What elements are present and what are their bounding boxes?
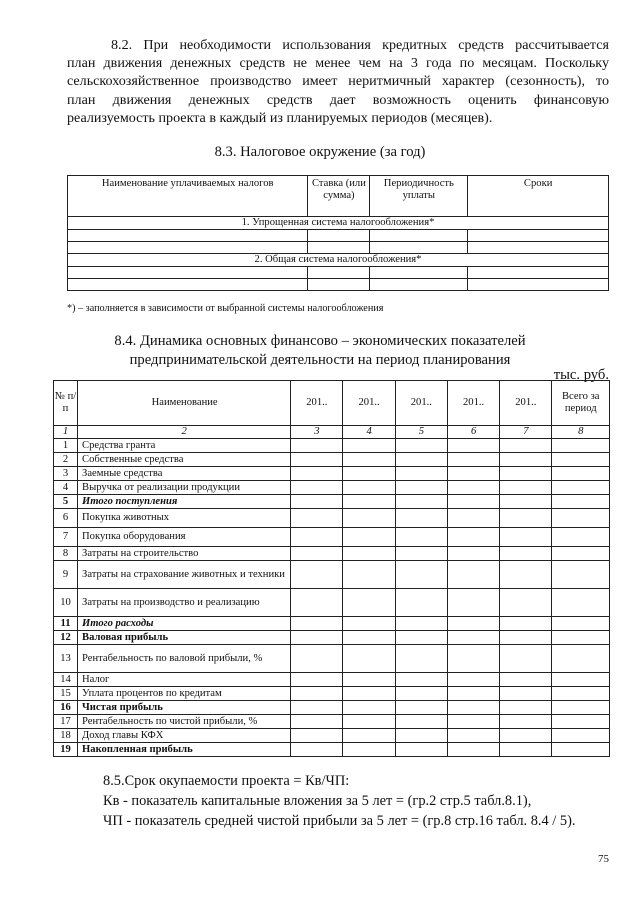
year-value-cell[interactable] [395,687,447,701]
tax-table [67,175,609,291]
tax-cell[interactable] [308,279,370,291]
paragraph-line: 8.2. При необходимости использования кредитных средств рассчитывается [111,37,609,53]
total-value-cell[interactable] [552,743,610,757]
year-value-cell[interactable] [500,701,552,715]
year-value-cell[interactable] [500,589,552,617]
row-name: Затраты на страхование животных и техники [78,561,291,589]
year-value-cell[interactable] [395,673,447,687]
header-total: Всего за период [552,381,610,426]
year-value-cell[interactable] [500,631,552,645]
row-number: 4 [54,481,78,495]
finance-row [54,743,610,757]
year-value-cell[interactable] [343,701,395,715]
row-number: 13 [54,645,78,673]
total-value-cell[interactable] [552,701,610,715]
total-value-cell[interactable] [552,453,610,467]
year-value-cell[interactable] [447,547,499,561]
year-value-cell[interactable] [500,687,552,701]
index-cell: 6 [447,426,499,439]
year-value-cell[interactable] [291,645,343,673]
tax-cell[interactable] [370,242,468,254]
total-value-cell[interactable] [552,528,610,547]
finance-row [54,453,610,467]
header-year: 201.. [500,381,552,426]
tax-cell[interactable] [68,230,308,242]
year-value-cell[interactable] [291,467,343,481]
year-value-cell[interactable] [291,453,343,467]
year-value-cell[interactable] [395,645,447,673]
year-value-cell[interactable] [447,481,499,495]
section-8-5 [103,771,576,831]
finance-row [54,645,610,673]
year-value-cell[interactable] [500,561,552,589]
total-value-cell[interactable] [552,439,610,453]
tax-cell[interactable] [468,242,609,254]
year-value-cell[interactable] [343,729,395,743]
year-value-cell[interactable] [291,729,343,743]
year-value-cell[interactable] [291,561,343,589]
row-number: 16 [54,701,78,715]
year-value-cell[interactable] [500,467,552,481]
year-value-cell[interactable] [500,743,552,757]
index-cell: 2 [78,426,291,439]
section-8-4-title [0,332,640,370]
year-value-cell[interactable] [500,673,552,687]
row-number: 10 [54,589,78,617]
paragraph-8-2 [67,36,609,127]
year-value-cell[interactable] [447,645,499,673]
row-name: Итого поступления [78,495,291,509]
row-number: 6 [54,509,78,528]
year-value-cell[interactable] [343,528,395,547]
year-value-cell[interactable] [343,687,395,701]
tax-cell[interactable] [468,279,609,291]
year-value-cell[interactable] [395,453,447,467]
year-value-cell[interactable] [291,509,343,528]
total-value-cell[interactable] [552,589,610,617]
finance-row [54,547,610,561]
finance-row [54,495,610,509]
tax-group-row [68,217,609,230]
total-value-cell[interactable] [552,481,610,495]
tax-group-simplified: 1. Упрощенная система налогообложения* [68,217,609,230]
year-value-cell[interactable] [291,481,343,495]
year-value-cell[interactable] [447,589,499,617]
row-name: Рентабельность по валовой прибыли, % [78,645,291,673]
tax-cell[interactable] [468,267,609,279]
total-value-cell[interactable] [552,467,610,481]
year-value-cell[interactable] [343,481,395,495]
row-name: Валовая прибыль [78,631,291,645]
tax-cell[interactable] [468,230,609,242]
year-value-cell[interactable] [447,528,499,547]
row-name: Собственные средства [78,453,291,467]
finance-row [54,528,610,547]
header-year: 201.. [447,381,499,426]
year-value-cell[interactable] [343,509,395,528]
year-value-cell[interactable] [500,729,552,743]
year-value-cell[interactable] [291,701,343,715]
row-name: Затраты на строительство [78,547,291,561]
tax-cell[interactable] [370,279,468,291]
year-value-cell[interactable] [395,439,447,453]
page-number: 75 [598,853,609,865]
tax-empty-row [68,230,609,242]
row-name: Доход главы КФХ [78,729,291,743]
tax-empty-row [68,267,609,279]
tax-cell[interactable] [308,230,370,242]
total-value-cell[interactable] [552,617,610,631]
index-cell: 1 [54,426,78,439]
row-number: 15 [54,687,78,701]
header-num: № п/п [54,381,78,426]
row-number: 2 [54,453,78,467]
year-value-cell[interactable] [447,561,499,589]
year-value-cell[interactable] [343,631,395,645]
total-value-cell[interactable] [552,495,610,509]
row-name: Покупка животных [78,509,291,528]
year-value-cell[interactable] [447,729,499,743]
year-value-cell[interactable] [395,509,447,528]
year-value-cell[interactable] [395,561,447,589]
index-cell: 8 [552,426,610,439]
year-value-cell[interactable] [343,439,395,453]
total-value-cell[interactable] [552,561,610,589]
year-value-cell[interactable] [447,467,499,481]
year-value-cell[interactable] [343,617,395,631]
header-year: 201.. [395,381,447,426]
tax-footnote: *) – заполняется в зависимости от выбранной системы налогообложения [67,303,384,314]
row-number: 11 [54,617,78,631]
total-value-cell[interactable] [552,729,610,743]
tax-cell[interactable] [68,279,308,291]
finance-row [54,509,610,528]
year-value-cell[interactable] [395,547,447,561]
year-value-cell[interactable] [395,617,447,631]
year-value-cell[interactable] [343,589,395,617]
header-year: 201.. [291,381,343,426]
row-number: 12 [54,631,78,645]
tax-header-period: Периодичность уплаты [370,176,468,217]
year-value-cell[interactable] [447,439,499,453]
row-name: Затраты на производство и реализацию [78,589,291,617]
tax-cell[interactable] [68,242,308,254]
total-value-cell[interactable] [552,547,610,561]
year-value-cell[interactable] [500,528,552,547]
tax-cell[interactable] [370,230,468,242]
index-cell: 5 [395,426,447,439]
year-value-cell[interactable] [447,701,499,715]
tax-header-name: Наименование уплачиваемых налогов [68,176,308,217]
row-name: Рентабельность по чистой прибыли, % [78,715,291,729]
index-cell: 4 [343,426,395,439]
finance-row [54,687,610,701]
year-value-cell[interactable] [500,495,552,509]
total-value-cell[interactable] [552,509,610,528]
row-number: 14 [54,673,78,687]
year-value-cell[interactable] [291,439,343,453]
year-value-cell[interactable] [447,687,499,701]
total-value-cell[interactable] [552,687,610,701]
year-value-cell[interactable] [343,467,395,481]
year-value-cell[interactable] [500,453,552,467]
index-cell: 3 [291,426,343,439]
tax-cell[interactable] [308,267,370,279]
year-value-cell[interactable] [343,561,395,589]
year-value-cell[interactable] [447,631,499,645]
year-value-cell[interactable] [395,631,447,645]
total-value-cell[interactable] [552,645,610,673]
row-number: 3 [54,467,78,481]
row-name: Итого расходы [78,617,291,631]
tax-cell[interactable] [68,267,308,279]
tax-header-deadline: Сроки [468,176,609,217]
unit-label: тыс. руб. [553,367,609,383]
row-name: Накопленная прибыль [78,743,291,757]
payback-formula: 8.5.Срок окупаемости проекта = Кв/ЧП: [103,773,350,789]
year-value-cell[interactable] [343,547,395,561]
finance-row [54,729,610,743]
finance-row [54,631,610,645]
paragraph-line: сельскохозяйственное производство имеет неритмичный характер (сезонность), то [67,73,609,90]
section-8-4-title-line1: 8.4. Динамика основных финансово – экономических показателей [114,333,526,349]
year-value-cell[interactable] [395,743,447,757]
year-value-cell[interactable] [447,495,499,509]
year-value-cell[interactable] [291,495,343,509]
tax-cell[interactable] [370,267,468,279]
row-name: Налог [78,673,291,687]
finance-row [54,561,610,589]
year-value-cell[interactable] [395,589,447,617]
year-value-cell[interactable] [291,743,343,757]
year-value-cell[interactable] [343,715,395,729]
year-value-cell[interactable] [500,439,552,453]
year-value-cell[interactable] [291,715,343,729]
section-8-3-title: 8.3. Налоговое окружение (за год) [214,144,426,160]
paragraph-line: план движения денежных средств не менее чем на 3 года по месяцам. Поскольку [67,55,609,72]
paragraph-line: реализуемость проекта в каждый из планируемых периодов (месяцев). [67,109,493,126]
year-value-cell[interactable] [500,509,552,528]
finance-row [54,481,610,495]
year-value-cell[interactable] [291,528,343,547]
header-year: 201.. [343,381,395,426]
finance-row [54,589,610,617]
index-cell: 7 [500,426,552,439]
section-8-4-title-line2: предпринимательской деятельности на период планирования [129,352,511,368]
finance-row [54,715,610,729]
year-value-cell[interactable] [291,589,343,617]
year-value-cell[interactable] [343,645,395,673]
row-name: Выручка от реализации продукции [78,481,291,495]
finance-row [54,701,610,715]
tax-table-header [68,176,609,217]
row-number: 18 [54,729,78,743]
finance-row [54,439,610,453]
tax-empty-row [68,279,609,291]
row-name: Уплата процентов по кредитам [78,687,291,701]
tax-empty-row [68,242,609,254]
tax-header-rate: Ставка (или сумма) [308,176,370,217]
total-value-cell[interactable] [552,715,610,729]
row-name: Покупка оборудования [78,528,291,547]
row-name: Средства гранта [78,439,291,453]
tax-group-row [68,254,609,267]
year-value-cell[interactable] [343,673,395,687]
row-number: 17 [54,715,78,729]
finance-row [54,617,610,631]
row-name: Чистая прибыль [78,701,291,715]
finance-header-row [54,381,610,426]
year-value-cell[interactable] [395,729,447,743]
row-name: Заемные средства [78,467,291,481]
row-number: 5 [54,495,78,509]
year-value-cell[interactable] [500,547,552,561]
row-number: 7 [54,528,78,547]
year-value-cell[interactable] [395,528,447,547]
year-value-cell[interactable] [291,547,343,561]
year-value-cell[interactable] [291,687,343,701]
year-value-cell[interactable] [395,701,447,715]
year-value-cell[interactable] [447,617,499,631]
year-value-cell[interactable] [447,673,499,687]
year-value-cell[interactable] [500,481,552,495]
finance-table [53,380,610,757]
year-value-cell[interactable] [291,673,343,687]
finance-index-row [54,426,610,439]
year-value-cell[interactable] [291,631,343,645]
year-value-cell[interactable] [395,715,447,729]
year-value-cell[interactable] [500,645,552,673]
year-value-cell[interactable] [343,453,395,467]
year-value-cell[interactable] [343,743,395,757]
year-value-cell[interactable] [395,481,447,495]
paragraph-line: план движения денежных средств дает возможность оценить финансовую [67,91,609,108]
kv-definition: Кв - показатель капитальные вложения за 5 лет = (гр.2 стр.5 табл.8.1), [103,793,532,809]
finance-row [54,673,610,687]
finance-row [54,467,610,481]
year-value-cell[interactable] [447,453,499,467]
year-value-cell[interactable] [343,495,395,509]
year-value-cell[interactable] [500,715,552,729]
chp-definition: ЧП - показатель средней чистой прибыли за 5 лет = (гр.8 стр.16 табл. 8.4 / 5). [103,813,576,829]
year-value-cell[interactable] [500,617,552,631]
tax-group-general: 2. Общая система налогообложения* [68,254,609,267]
row-number: 1 [54,439,78,453]
year-value-cell[interactable] [395,467,447,481]
row-number: 9 [54,561,78,589]
total-value-cell[interactable] [552,631,610,645]
header-name: Наименование [78,381,291,426]
tax-cell[interactable] [308,242,370,254]
year-value-cell[interactable] [291,617,343,631]
year-value-cell[interactable] [395,495,447,509]
row-number: 8 [54,547,78,561]
row-number: 19 [54,743,78,757]
year-value-cell[interactable] [447,743,499,757]
year-value-cell[interactable] [447,509,499,528]
year-value-cell[interactable] [447,715,499,729]
total-value-cell[interactable] [552,673,610,687]
